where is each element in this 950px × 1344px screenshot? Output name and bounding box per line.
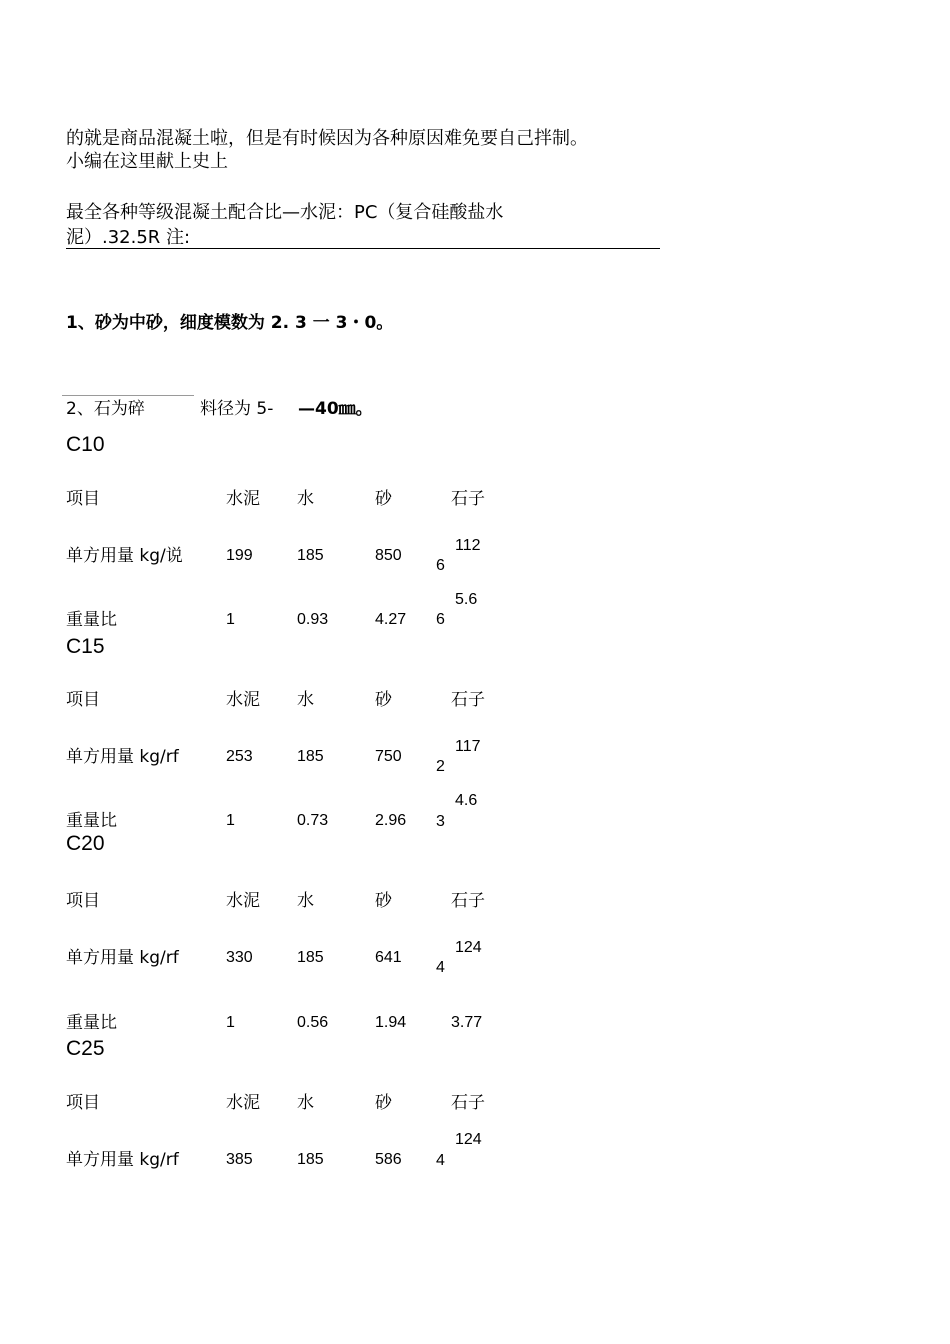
header-item: 项目	[66, 1093, 100, 1113]
note-stone-part-3: —40㎜。	[298, 399, 373, 419]
ratio-stone-bottom: 3	[436, 813, 445, 830]
ratio-sand: 1.94	[375, 1014, 407, 1031]
header-cement: 水泥	[226, 891, 260, 911]
usage-cement: 385	[226, 1151, 253, 1168]
header-stone: 石子	[451, 1093, 485, 1113]
usage-label: 单方用量 kg/rf	[66, 747, 179, 767]
ratio-stone-top: 5.6	[455, 591, 478, 608]
usage-stone-bottom: 4	[436, 959, 445, 976]
intro-line-1: 的就是商品混凝土啦，但是有时候因为各种原因难免要自己拌制。	[66, 128, 588, 149]
grade-title: C15	[66, 635, 105, 658]
ratio-water: 0.93	[297, 611, 329, 628]
ratio-water: 0.73	[297, 812, 329, 829]
header-sand: 砂	[375, 891, 392, 911]
grade-title: C25	[66, 1037, 105, 1060]
usage-cement: 253	[226, 748, 253, 765]
ratio-stone-top: 4.6	[455, 792, 478, 809]
usage-stone-bottom: 4	[436, 1152, 445, 1169]
header-sand: 砂	[375, 1093, 392, 1113]
intro-line-3: 最全各种等级混凝土配合比—水泥：PC（复合硅酸盐水	[66, 202, 504, 223]
ratio-stone: 3.77	[451, 1014, 483, 1031]
usage-stone-top: 124	[455, 939, 482, 956]
usage-stone-top: 117	[455, 738, 481, 755]
usage-cement: 330	[226, 949, 253, 966]
ratio-label: 重量比	[66, 1013, 117, 1033]
header-stone: 石子	[451, 891, 485, 911]
note-stone-rule	[62, 395, 194, 396]
usage-stone-bottom: 2	[436, 758, 445, 775]
usage-sand: 641	[375, 949, 402, 966]
usage-stone-bottom: 6	[436, 557, 445, 574]
note-sand: 1、砂为中砂，细度模数为 2. 3 一 3・0。	[66, 313, 394, 333]
header-stone: 石子	[451, 489, 485, 509]
usage-water: 185	[297, 1151, 324, 1168]
usage-label: 单方用量 kg/rf	[66, 948, 179, 968]
header-water: 水	[297, 891, 314, 911]
header-water: 水	[297, 1093, 314, 1113]
ratio-cement: 1	[226, 611, 235, 628]
usage-sand: 750	[375, 748, 402, 765]
ratio-sand: 4.27	[375, 611, 407, 628]
header-cement: 水泥	[226, 690, 260, 710]
usage-water: 185	[297, 748, 324, 765]
usage-stone-top: 124	[455, 1131, 482, 1148]
ratio-water: 0.56	[297, 1014, 329, 1031]
header-item: 项目	[66, 489, 100, 509]
ratio-label: 重量比	[66, 811, 117, 831]
header-stone: 石子	[451, 690, 485, 710]
header-sand: 砂	[375, 489, 392, 509]
header-cement: 水泥	[226, 489, 260, 509]
usage-sand: 586	[375, 1151, 402, 1168]
intro-line-4: 泥）.32.5R 注:	[66, 227, 191, 248]
header-water: 水	[297, 690, 314, 710]
header-water: 水	[297, 489, 314, 509]
header-cement: 水泥	[226, 1093, 260, 1113]
usage-water: 185	[297, 547, 324, 564]
usage-label: 单方用量 kg/rf	[66, 1150, 179, 1170]
usage-sand: 850	[375, 547, 402, 564]
ratio-cement: 1	[226, 812, 235, 829]
ratio-stone-bottom: 6	[436, 611, 445, 628]
usage-cement: 199	[226, 547, 253, 564]
header-item: 项目	[66, 690, 100, 710]
grade-title: C20	[66, 832, 105, 855]
ratio-sand: 2.96	[375, 812, 407, 829]
note-stone-part-1: 2、石为碎	[66, 399, 145, 419]
grade-title: C10	[66, 433, 105, 456]
usage-stone-top: 112	[455, 537, 481, 554]
intro-underline	[66, 248, 660, 249]
header-item: 项目	[66, 891, 100, 911]
note-stone-part-2: 料径为 5-	[200, 399, 274, 419]
usage-water: 185	[297, 949, 324, 966]
ratio-label: 重量比	[66, 610, 117, 630]
ratio-cement: 1	[226, 1014, 235, 1031]
header-sand: 砂	[375, 690, 392, 710]
intro-line-2: 小编在这里献上史上	[66, 151, 228, 172]
usage-label: 单方用量 kg/说	[66, 546, 183, 566]
